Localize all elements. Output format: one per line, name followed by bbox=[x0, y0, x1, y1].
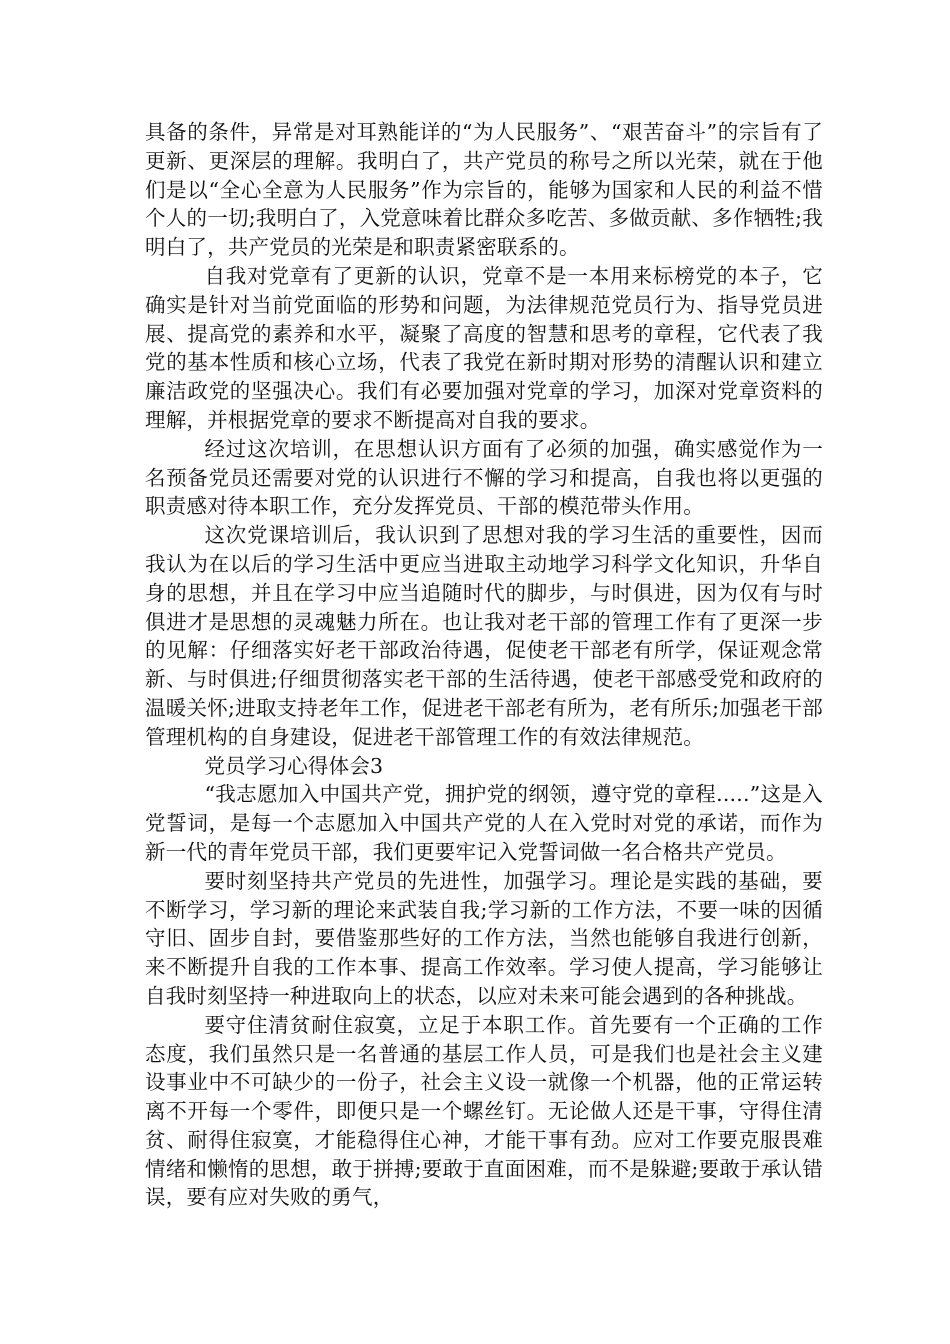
paragraph-5: “我志愿加入中国共产党，拥护党的纲领，遵守党的章程.....”这是入党誓词，是每一个志愿加入中国共产党的人在入党时对党的承诺，而作为新一代的青年党员干部，我们更要牢记入党誓词做一名合格共产党员。 bbox=[145, 782, 823, 864]
paragraph-4: 这次党课培训后，我认识到了思想对我的学习生活的重要性，因而我认为在以后的学习生活中更应当进取主动地学习科学文化知识，升华自身的思想，并且在学习中应当追随时代的脚步，与时俱进，因为仅有与时俱进才是思想的灵魂魅力所在。也让我对老干部的管理工作有了更深一步的见解：仔细落实好老干部政治待遇，促使老干部老有所学，保证观念常新、与时俱进;仔细贯彻落实老干部的生活待遇，使老干部感受党和政府的温暖关怀;进取支持老年工作，促进老干部老有所为，老有所乐;加强老干部管理机构的自身建设，促进老干部管理工作的有效法律规范。 bbox=[145, 523, 823, 749]
paragraph-6: 要时刻坚持共产党员的先进性，加强学习。理论是实践的基础，要不断学习，学习新的理论来武装自我;学习新的工作方法，不要一味的因循守旧、固步自封，要借鉴那些好的工作方法，当然也能够自我进行创新，来不断提升自我的工作本事、提高工作效率。学习使人提高，学习能够让自我时刻坚持一种进取向上的状态，以应对未来可能会遇到的各种挑战。 bbox=[145, 868, 823, 1008]
paragraph-7: 要守住清贫耐住寂寞，立足于本职工作。首先要有一个正确的工作态度，我们虽然只是一名普通的基层工作人员，可是我们也是社会主义建设事业中不可缺少的一份子，社会主义设一就像一个机器，他的正常运转离不开每一个零件，即便只是一个螺丝钉。无论做人还是干事，守得住清贫、耐得住寂寞，才能稳得住心神，才能干事有劲。应对工作要克服畏难情绪和懒惰的思想，敢于拼搏;要敢于直面困难，而不是躲避;要敢于承认错误，要有应对失败的勇气， bbox=[145, 1012, 823, 1210]
paragraph-1: 具备的条件，异常是对耳熟能详的“为人民服务”、“艰苦奋斗”的宗旨有了更新、更深层的理解。我明白了，共产党员的称号之所以光荣，就在于他们是以“全心全意为人民服务”作为宗旨的，能够为国家和人民的利益不惜个人的一切;我明白了，入党意味着比群众多吃苦、多做贡献、多作牺牲;我明白了，共产党员的光荣是和职责紧密联系的。 bbox=[145, 120, 823, 260]
section-heading: 党员学习心得体会3 bbox=[204, 753, 384, 778]
paragraph-2: 自我对党章有了更新的认识，党章不是一本用来标榜党的本子，它确实是针对当前党面临的形势和问题，为法律规范党员行为、指导党员进展、提高党的素养和水平，凝聚了高度的智慧和思考的章程，它代表了我党的基本性质和核心立场，代表了我党在新时期对形势的清醒认识和建立廉洁政党的坚强决心。我们有必要加强对党章的学习，加深对党章资料的理解，并根据党章的要求不断提高对自我的要求。 bbox=[145, 263, 823, 432]
document-body bbox=[145, 118, 823, 1212]
paragraph-3: 经过这次培训，在思想认识方面有了必须的加强，确实感觉作为一名预备党员还需要对党的认识进行不懈的学习和提高，自我也将以更强的职责感对待本职工作，充分发挥党员、干部的模范带头作用。 bbox=[145, 436, 823, 519]
